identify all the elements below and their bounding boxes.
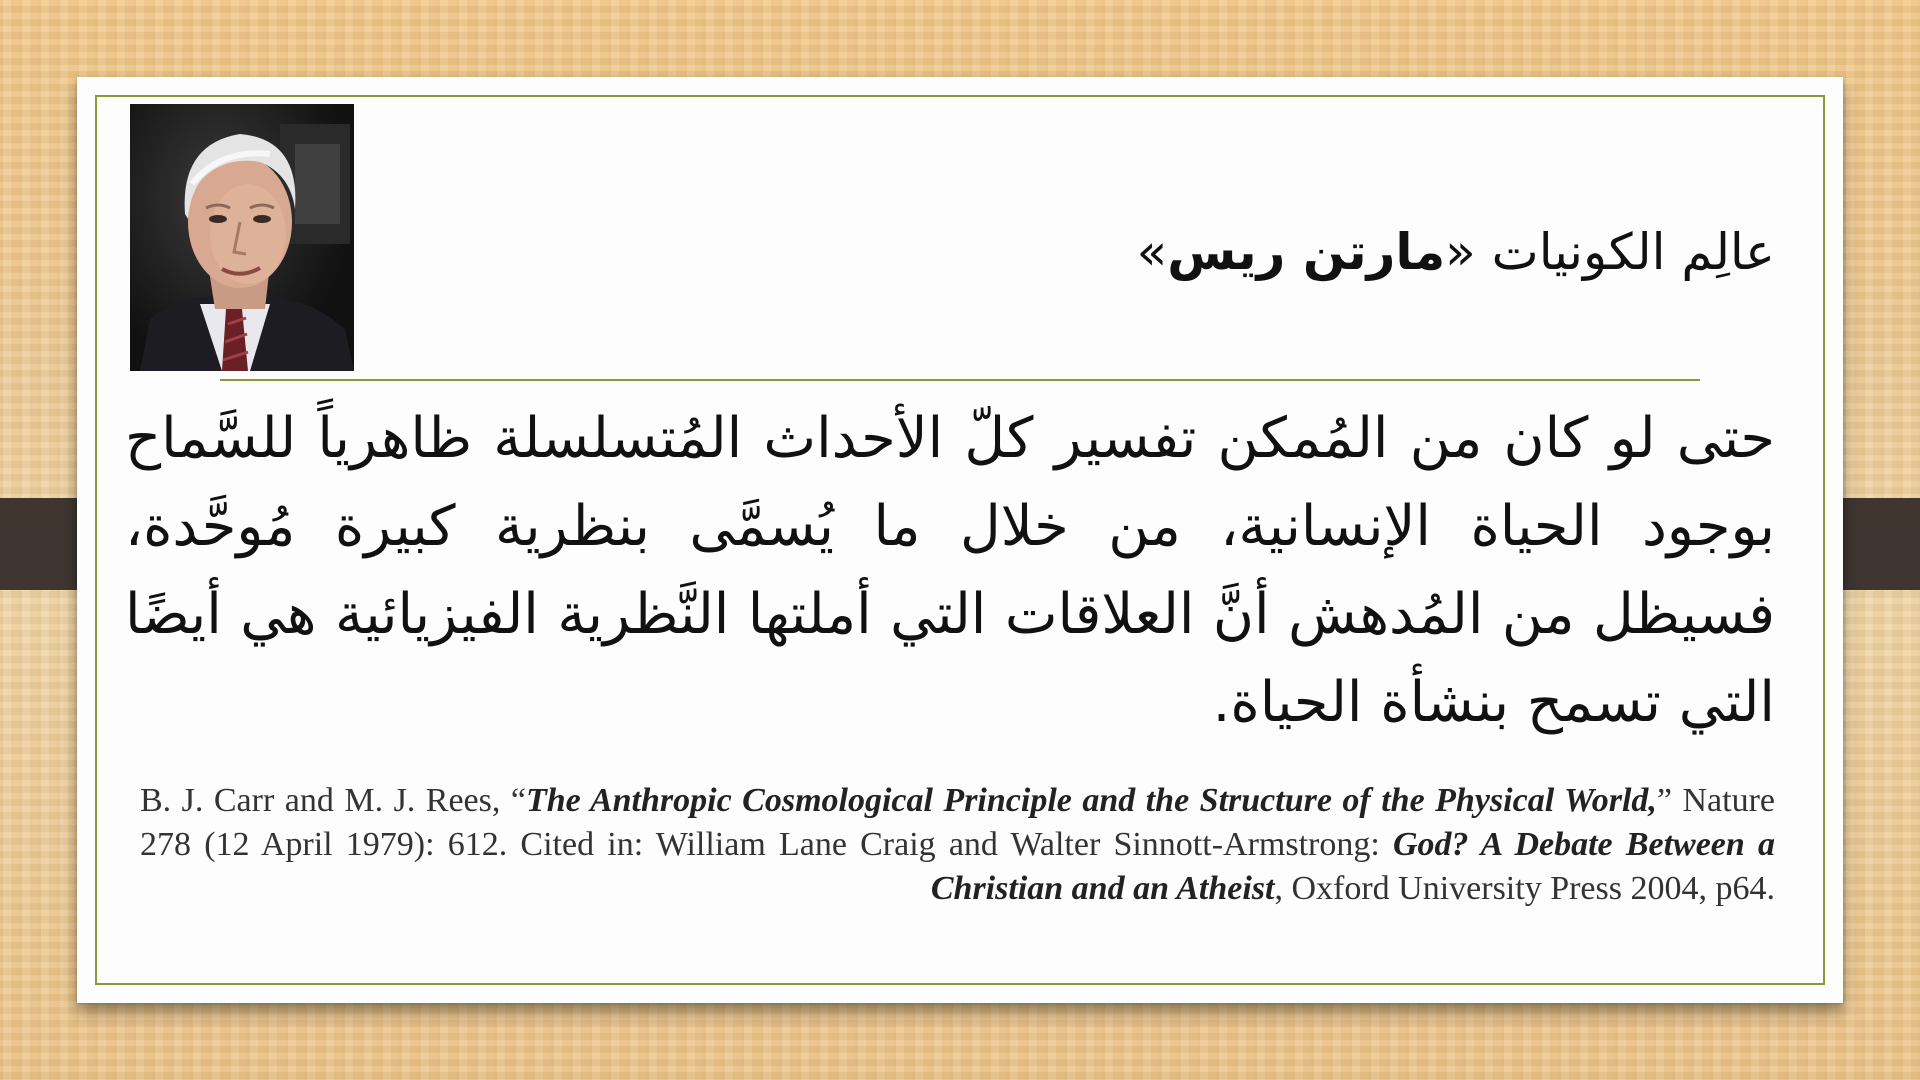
citation-title-1: The Anthropic Cosmological Principle and the Structure of the Physical World, [525, 782, 1657, 819]
heading-prefix: عالِم الكونيات « [1445, 223, 1775, 281]
citation-title-2: God? A Debate Between a Christian and an Atheist [930, 826, 1775, 907]
citation [140, 779, 1775, 911]
slide-card [77, 77, 1843, 1003]
citation-part-3: , Oxford University Press 2004, p64. [1274, 870, 1775, 907]
citation-part-2: ” Nature 278 (12 April 1979): 612. Cited in: William Lane Craig and Walter Sinnott-Armstrong: [140, 782, 1775, 863]
slide-heading [675, 222, 1775, 282]
heading-suffix: » [1136, 223, 1168, 281]
portrait-photo [130, 104, 354, 371]
heading-divider [220, 379, 1700, 381]
heading-name: مارتن ريس [1167, 223, 1446, 281]
quote-text: حتى لو كان من المُمكن تفسير كلّ الأحداث المُتسلسلة ظاهرياً للسَّماح بوجود الحياة الإنسانية، من خلال ما يُسمَّى بنظرية كبيرة مُوحَّدة، فسيظل من المُدهش أنَّ العلاقات التي أملتها النَّظرية الفيزيائية هي أيضًا التي تسمح بنشأة الحياة. [125, 406, 1775, 735]
citation-part-1: B. J. Carr and M. J. Rees, “ [140, 782, 526, 819]
